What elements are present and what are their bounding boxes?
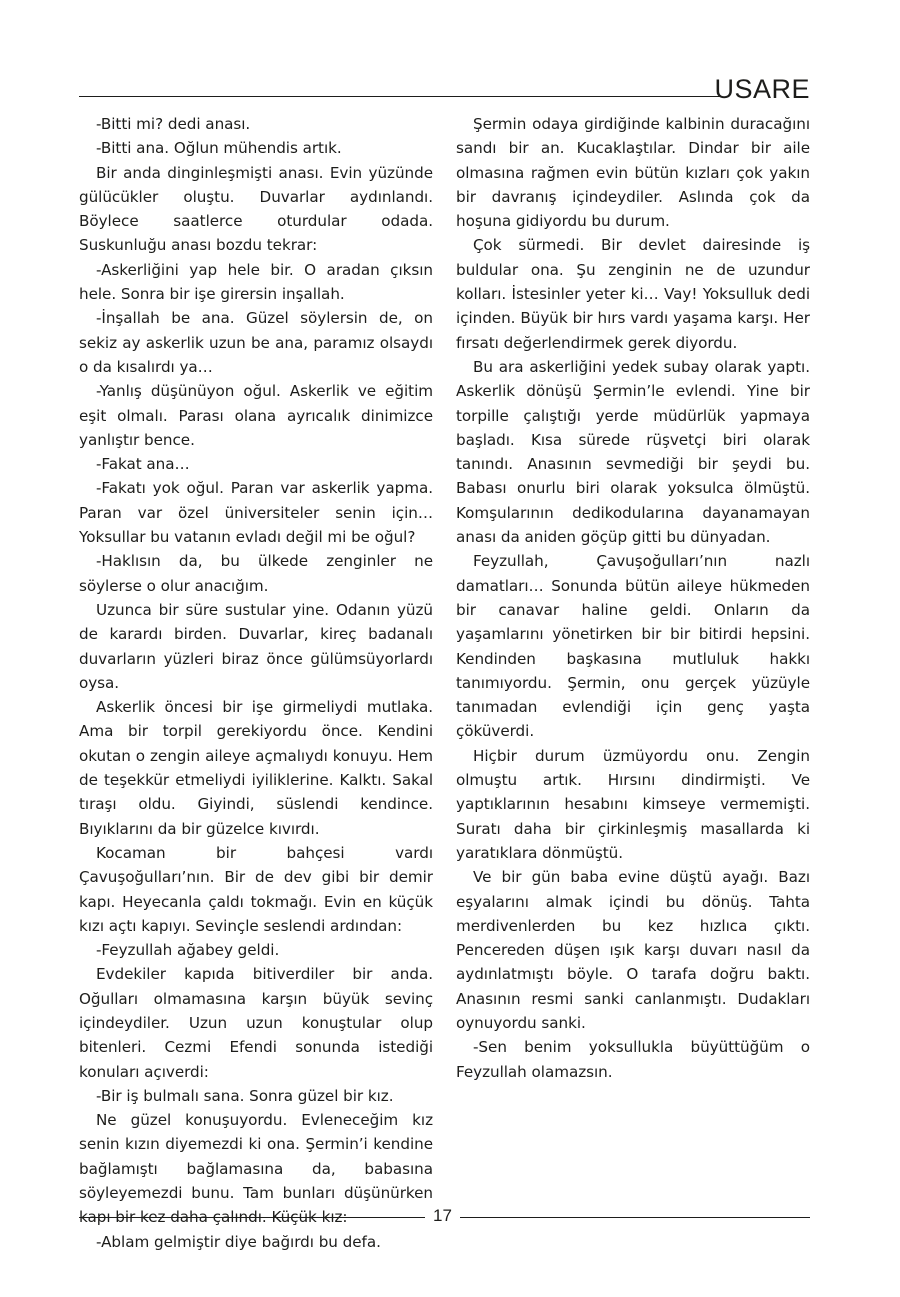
paragraph: Uzunca bir süre sustular yine. Odanın yüzü de karardı birden. Duvarlar, kireç badanalı duvarların yüzleri biraz önce gülümsüyorlardı oysa. bbox=[79, 600, 433, 692]
paragraph: Askerlik öncesi bir işe girmeliydi mutlaka. Ama bir torpil gerekiyordu önce. Kendini okutan o zengin aileye açmalıydı konuyu. Hem de teşekkür etmeliydi iyiliklerine. Kalktı. Sakal tıraşı oldu. Giyindi, süslendi kendince. Bıyıklarını da bir güzelce kıvırdı. bbox=[79, 698, 433, 838]
footer-rule-right bbox=[460, 1217, 810, 1218]
left-column bbox=[79, 112, 433, 1254]
paragraph: Bu ara askerliğini yedek subay olarak yaptı. Askerlik dönüşü Şermin’le evlendi. Yine bir torpille çalıştığı yerde müdürlük yapmaya başladı. Kısa sürede rüşvetçi biri olarak tanındı. Anasının sevmediği bir şeydi bu. Babası onurlu biri olarak yoksulca ölmüştü. Komşularının dedikodularına dayanamayan anası da aniden göçüp gitti bu dünyadan. bbox=[456, 357, 810, 547]
paragraph: -Fakat ana… bbox=[96, 455, 190, 474]
paragraph: -Bir iş bulmalı sana. Sonra güzel bir kız. bbox=[96, 1086, 394, 1105]
paragraph: Kocaman bir bahçesi vardı Çavuşoğulları’nın. Bir de dev gibi bir demir kapı. Heyecanla çaldı tokmağı. Evin en küçük kızı açtı kapıyı. Sevinçle seslendi ardından: bbox=[79, 843, 433, 935]
paragraph: Şermin odaya girdiğinde kalbinin duracağını sandı bir an. Kucaklaştılar. Dindar bir aile olmasına rağmen evin bütün kızları çok yakın bir davranış içindeydiler. Aslında çok da hoşuna gidiyordu bu durum. bbox=[456, 115, 810, 231]
paragraph: -Askerliğini yap hele bir. O aradan çıksın hele. Sonra bir işe girersin inşallah. bbox=[79, 260, 433, 304]
paragraph: -Feyzullah ağabey geldi. bbox=[96, 941, 280, 960]
header-title: USARE bbox=[714, 74, 810, 104]
paragraph: Hiçbir durum üzmüyordu onu. Zengin olmuştu artık. Hırsını dindirmişti. Ve yaptıklarının hesabını kimseye vermemişti. Suratı daha bir çirkinleşmiş masallarda ki yaratıklara dönmüştü. bbox=[456, 746, 810, 862]
paragraph: -Haklısın da, bu ülkede zenginler ne söylerse o olur anacığım. bbox=[79, 552, 433, 595]
page-number: 17 bbox=[433, 1206, 452, 1225]
paragraph: -Sen benim yoksullukla büyüttüğüm o Feyzullah olamazsın. bbox=[456, 1038, 810, 1081]
right-column bbox=[456, 112, 810, 1084]
paragraph: -Bitti ana. Oğlun mühendis artık. bbox=[96, 139, 342, 158]
paragraph: Evdekiler kapıda bitiverdiler bir anda. Oğulları olmamasına karşın büyük sevinç içindeydiler. Uzun uzun konuştular olup bitenleri. Cezmi Efendi sonunda istediği konuları açıverdi: bbox=[79, 965, 433, 1081]
footer-rule-left bbox=[79, 1217, 425, 1218]
paragraph: -İnşallah be ana. Güzel söylersin de, on sekiz ay askerlik uzun be ana, paramız olsaydı o da kısalırdı ya… bbox=[79, 309, 433, 376]
paragraph: -Yanlış düşünüyon oğul. Askerlik ve eğitim eşit olmalı. Parası olana ayrıcalık dinimizce yanlıştır bence. bbox=[79, 382, 433, 449]
paragraph: Ne güzel konuşuyordu. Evleneceğim kız senin kızın diyemezdi ki ona. Şermin’i kendine bağlamıştı bağlamasına da, babasına söyleyemezdi bunu. Tam bunları düşünürken kapı bir kez daha çalındı. Küçük kız: bbox=[79, 1111, 433, 1227]
paragraph: -Bitti mi? dedi anası. bbox=[96, 115, 251, 133]
paragraph: -Fakatı yok oğul. Paran var askerlik yapma. Paran var özel üniversiteler senin için… Yoksullar bu vatanın evladı değil mi be oğul? bbox=[79, 479, 433, 547]
paragraph: Feyzullah, Çavuşoğulları’nın nazlı damatları… Sonunda bütün aileye hükmeden bir canavar haline geldi. Onların da yaşamlarını yönetirken bir bir bitirdi hepsini. Kendinden başkasına mutluluk hakkı tanımıyordu. Şermin, onu gerçek yüzüyle tanımadan evlendiği için genç yaşta çöküverdi. bbox=[456, 552, 810, 741]
paragraph: -Ablam gelmiştir diye bağırdı bu defa. bbox=[96, 1232, 381, 1251]
paragraph: Bir anda dinginleşmişti anası. Evin yüzünde gülücükler oluştu. Duvarlar aydınlandı. Böylece saatlerce oturdular odada. Suskunluğu anası bozdu tekrar: bbox=[79, 163, 433, 255]
paragraph: Ve bir gün baba evine düştü ayağı. Bazı eşyalarını almak içindi bu dönüş. Tahta merdivenlerden bu kez hızlıca çıktı. Pencereden düşen ışık karşı duvarı nasıl da aydınlatmıştı böyle. O tarafa doğru baktı. Anasının resmi sanki canlanmıştı. Dudakları oynuyordu sanki. bbox=[456, 868, 810, 1032]
paragraph: Çok sürmedi. Bir devlet dairesinde iş buldular ona. Şu zenginin ne de uzundur kolları. İstesinler yeter ki… Vay! Yoksulluk dedi içinden. Büyük bir hırs vardı yaşama karşı. Her fırsatı değerlendirmek gerek diyordu. bbox=[456, 236, 810, 352]
header-rule bbox=[79, 96, 720, 97]
